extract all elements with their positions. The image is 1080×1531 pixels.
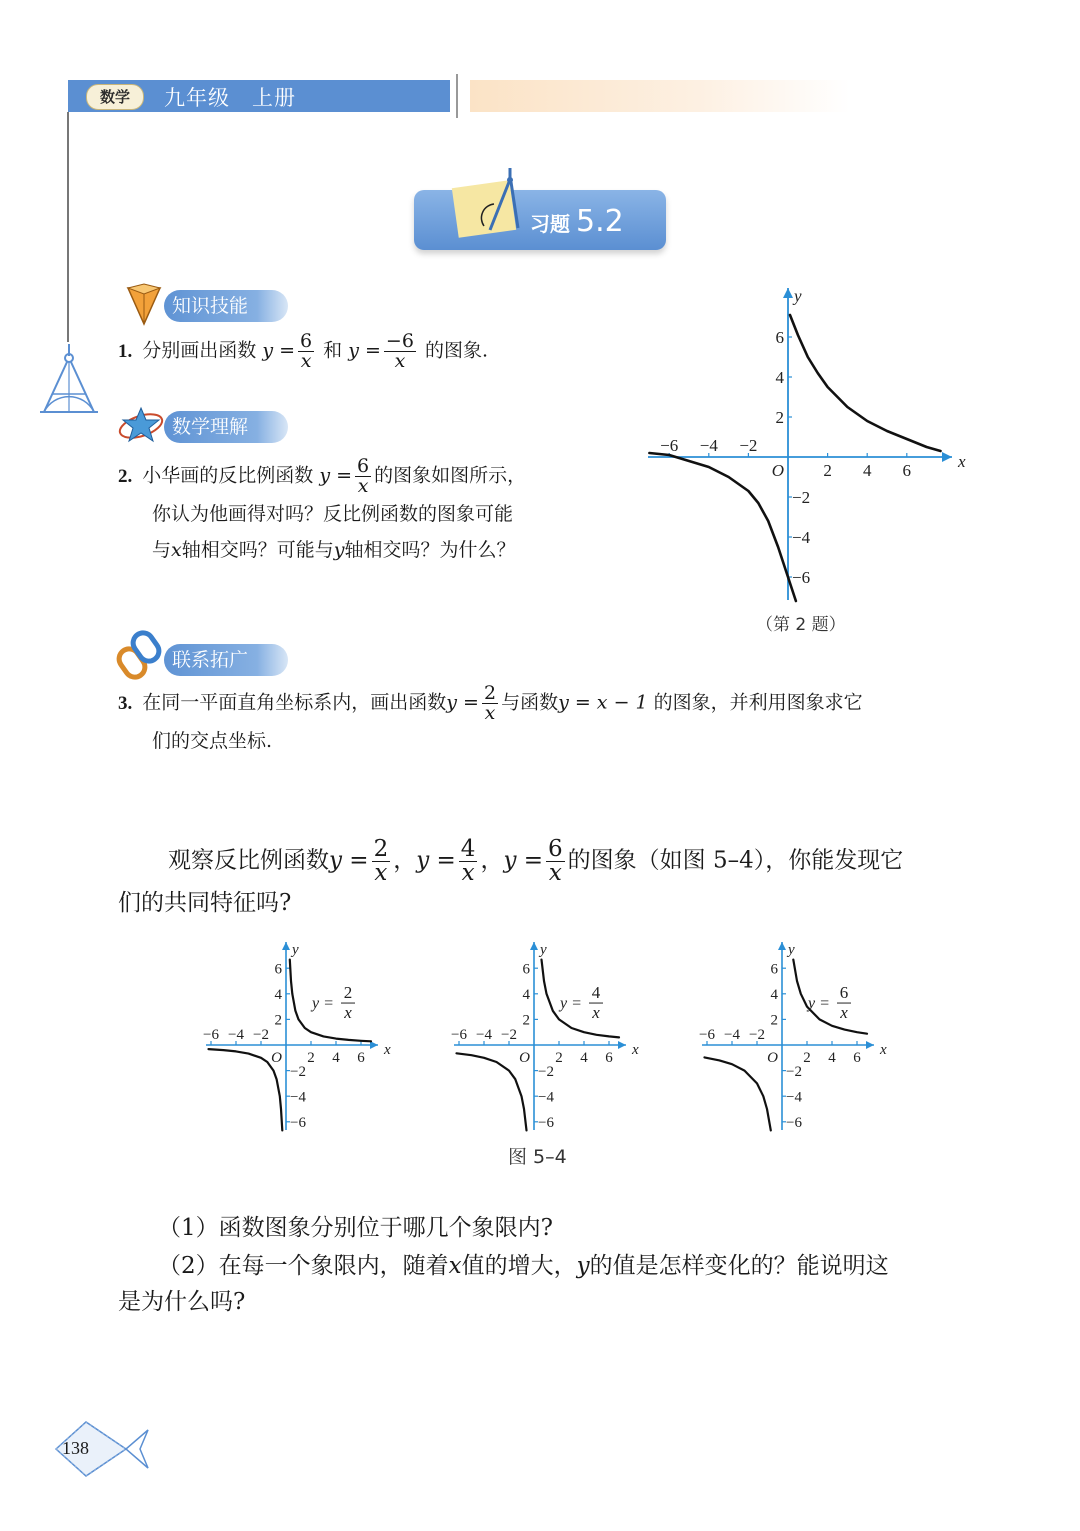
x-tick-label: 2 (555, 1050, 563, 1066)
x-tick-label: 4 (332, 1050, 340, 1066)
frac-numerator: 2 (483, 682, 497, 704)
x-axis-arrow (618, 1041, 626, 1049)
q1-text-post: 的图象. (424, 339, 489, 362)
y-axis-label: y (540, 942, 547, 958)
q2-line-2: 你认为他画得对吗？反比例函数的图象可能 (152, 503, 514, 525)
q2-line-1 (118, 457, 618, 496)
q2-func-lhs: y = (319, 464, 353, 487)
q3-line-2: 们的交点坐标. (152, 730, 273, 752)
y-tick-label: 6 (775, 327, 784, 347)
x-tick-label: 6 (605, 1050, 613, 1066)
frac-denominator: x (548, 860, 562, 886)
x-axis-label: x (880, 1042, 887, 1058)
y-tick-label: −2 (538, 1063, 554, 1080)
x-tick-label: −2 (749, 1027, 765, 1043)
question-number: 3. (118, 692, 133, 714)
observe-func-c-lhs: y = (503, 847, 544, 874)
grade-label: 九年级 上册 (164, 86, 296, 110)
y-tick-label: −2 (290, 1063, 306, 1080)
pyramid-icon (124, 280, 164, 326)
x-tick-label: 2 (803, 1050, 811, 1066)
y-tick-label: −4 (792, 527, 811, 547)
y-tick-label: −2 (786, 1063, 802, 1080)
discussion-question-1: （1）函数图象分别位于哪几个象限内? (158, 1215, 553, 1241)
frac-numerator: 6 (357, 455, 370, 477)
chain-link-icon (116, 630, 162, 680)
dq2-text-pre: （2）在每一个象限内，随着 (158, 1253, 449, 1279)
frac-numerator: 2 (373, 836, 389, 862)
q3-text-mid: 与函数 (501, 691, 559, 714)
y-tick-label: −6 (792, 567, 811, 587)
section-label-extension: 联系拓广 (164, 644, 288, 676)
q1-text-pre: 分别画出函数 (142, 339, 257, 362)
observation-paragraph (118, 838, 978, 921)
observe-func-b-lhs: y = (416, 847, 456, 874)
x-tick-label: 6 (357, 1050, 365, 1066)
q1-func2-lhs: y = (348, 339, 381, 362)
x-axis-arrow (942, 452, 952, 462)
hyperbola-chart-2-over-x (196, 938, 392, 1132)
function-label-denominator: x (840, 1003, 848, 1023)
function-label-lhs: y = (808, 995, 830, 1013)
x-tick-label: −4 (699, 436, 718, 455)
figure-5-4-caption: 图 5–4 (508, 1146, 567, 1168)
function-label-lhs: y = (312, 995, 334, 1013)
observe-fraction-c (546, 838, 565, 885)
dq2-var-y: y (576, 1253, 590, 1279)
x-axis-label: x (384, 1042, 391, 1058)
y-axis-arrow (778, 942, 786, 950)
observe-func-a-lhs: y = (329, 847, 369, 874)
origin-label: O (767, 1050, 778, 1066)
x-tick-label: −4 (228, 1027, 244, 1043)
dq2-text-post: 的值是怎样变化的？能说明这 (589, 1253, 889, 1279)
observe-fraction-b (459, 838, 478, 885)
page-number: 138 (62, 1438, 89, 1458)
x-tick-label: 6 (853, 1050, 861, 1066)
observe-line-1: 观察反比例函数y = $\frac{2}{x}$ ，y = $\frac{4}{x}$ ，y = $\frac{6}{x}$ 的图象（如图 5–4），你能发现它 (168, 836, 904, 886)
x-tick-label: −6 (699, 1027, 715, 1043)
frac-denominator: x (300, 350, 312, 372)
question-number: 2. (118, 465, 133, 487)
observe-line-2: 们的共同特征吗? (118, 890, 292, 916)
x-tick-label: 4 (580, 1050, 588, 1066)
function-label-numerator: 2 (343, 983, 353, 1003)
function-label-numerator: 6 (839, 983, 849, 1003)
origin-label: O (771, 461, 784, 480)
observe-text-post: 的图象（如图 5–4），你能发现它 (567, 847, 904, 874)
x-tick-label: −6 (660, 436, 679, 455)
x-tick-label: 6 (902, 461, 912, 480)
x-tick-label: −2 (739, 436, 758, 455)
compass-logo-icon (38, 342, 100, 418)
q2-hyperbola-chart (630, 282, 976, 606)
y-tick-label: −6 (290, 1115, 306, 1132)
function-label-denominator: x (592, 1003, 600, 1023)
frac-denominator: x (461, 860, 475, 886)
q2-var-x: x (171, 539, 182, 561)
q3-text-post: 的图象，并利用图象求它 (653, 691, 863, 714)
y-tick-label: 6 (274, 961, 282, 978)
y-tick-label: 4 (775, 367, 784, 387)
y-axis-arrow (783, 288, 793, 298)
y-axis-label: y (788, 942, 795, 958)
y-tick-label: −4 (538, 1089, 554, 1106)
function-label-numerator: 4 (591, 983, 601, 1003)
q2-line-3 (118, 532, 618, 568)
q2-text-post: 的图象如图所示， (374, 464, 527, 487)
discussion-question-2 (118, 1248, 978, 1284)
q2-text-c: 轴相交吗？为什么？ (344, 539, 516, 561)
y-tick-label: 6 (522, 961, 530, 978)
frac-denominator: x (484, 702, 496, 724)
origin-label: O (271, 1050, 282, 1066)
y-tick-label: 4 (274, 987, 282, 1004)
discussion-question-2-line-2: 是为什么吗? (118, 1289, 246, 1315)
curve-branch-2 (457, 1053, 527, 1130)
x-tick-label: −4 (476, 1027, 492, 1043)
x-tick-label: 2 (307, 1050, 315, 1066)
x-axis-label: x (958, 452, 966, 472)
x-tick-label: −6 (451, 1027, 467, 1043)
question-number: 1. (118, 340, 133, 362)
hyperbola-chart-4-over-x (444, 938, 640, 1132)
x-tick-label: −6 (203, 1027, 219, 1043)
curve-branch-1 (790, 315, 941, 451)
y-tick-label: −4 (290, 1089, 306, 1106)
q3-text-pre: 在同一平面直角坐标系内，画出函数 (142, 691, 447, 714)
origin-label: O (519, 1050, 530, 1066)
y-tick-label: 6 (770, 961, 778, 978)
q3-line-1 (118, 684, 978, 723)
y-tick-label: 2 (775, 407, 784, 427)
question-3 (118, 684, 978, 759)
x-tick-label: −2 (253, 1027, 269, 1043)
q1-fraction-2 (384, 332, 416, 371)
y-tick-label: 4 (522, 987, 530, 1004)
frac-denominator: x (374, 860, 388, 886)
section-label-understanding: 数学理解 (164, 411, 288, 443)
observe-fraction-a (372, 838, 391, 885)
question-2 (118, 457, 618, 568)
frac-numerator: 4 (460, 836, 476, 862)
y-axis-arrow (282, 942, 290, 950)
x-axis-label: x (632, 1042, 639, 1058)
question-1 (118, 332, 488, 371)
y-tick-label: −4 (786, 1089, 802, 1106)
q1-func1-lhs: y = (262, 339, 296, 362)
function-label-lhs: y = (560, 995, 582, 1013)
x-tick-label: 4 (828, 1050, 836, 1066)
section-label-skills: 知识技能 (164, 290, 288, 322)
x-tick-label: 2 (823, 461, 832, 480)
q2-figure-caption: （第 2 题） (756, 615, 846, 635)
x-tick-label: −2 (501, 1027, 517, 1043)
q3-fraction (482, 684, 498, 723)
curve-branch-2 (705, 1057, 771, 1130)
y-tick-label: 2 (274, 1012, 282, 1029)
frac-numerator: 6 (300, 330, 313, 352)
q2-text-b: 轴相交吗？可能与 (181, 539, 334, 561)
q1-text-mid: 和 (323, 339, 343, 362)
subject-badge: 数学 (86, 84, 144, 110)
q2-fraction (355, 457, 371, 496)
q1-fraction-1 (298, 332, 314, 371)
exercise-number: 5.2 (576, 204, 624, 239)
q3-func-lhs: y = (446, 691, 479, 714)
q2-var-y: y (333, 539, 345, 561)
frac-numerator: 6 (548, 836, 563, 862)
observe-text-pre: 观察反比例函数 (168, 847, 329, 874)
y-tick-label: −6 (538, 1115, 554, 1132)
hyperbola-chart-6-over-x (692, 938, 888, 1132)
dq2-text-mid: 值的增大， (461, 1253, 577, 1279)
curve-branch-1 (793, 960, 867, 1034)
q3-func2: y = x − 1 (558, 691, 648, 714)
frac-denominator: x (394, 350, 406, 372)
x-tick-label: 4 (862, 461, 872, 480)
exercise-heading (530, 204, 624, 239)
margin-line (67, 112, 69, 342)
exercise-label: 习题 (530, 212, 570, 236)
x-axis-arrow (866, 1041, 874, 1049)
discussion-questions (118, 1210, 978, 1320)
y-axis-arrow (530, 942, 538, 950)
q2-text-a: 与 (152, 539, 172, 561)
frac-denominator: x (357, 475, 369, 497)
frac-numerator: −6 (385, 330, 414, 352)
q2-text-pre: 小华画的反比例函数 (142, 464, 314, 487)
header-decoration (470, 80, 850, 112)
y-axis-label: y (794, 286, 802, 306)
star-atom-icon (116, 404, 166, 446)
y-axis-label: y (292, 942, 299, 958)
y-tick-label: −2 (792, 487, 811, 507)
y-tick-label: 2 (770, 1012, 778, 1029)
y-tick-label: 4 (770, 987, 778, 1004)
x-tick-label: −4 (724, 1027, 740, 1043)
function-label-denominator: x (344, 1003, 352, 1023)
y-tick-label: 2 (522, 1012, 530, 1029)
header-divider (456, 74, 458, 118)
dq2-var-x: x (448, 1253, 462, 1279)
compass-icon (472, 166, 528, 240)
y-tick-label: −6 (786, 1115, 802, 1132)
